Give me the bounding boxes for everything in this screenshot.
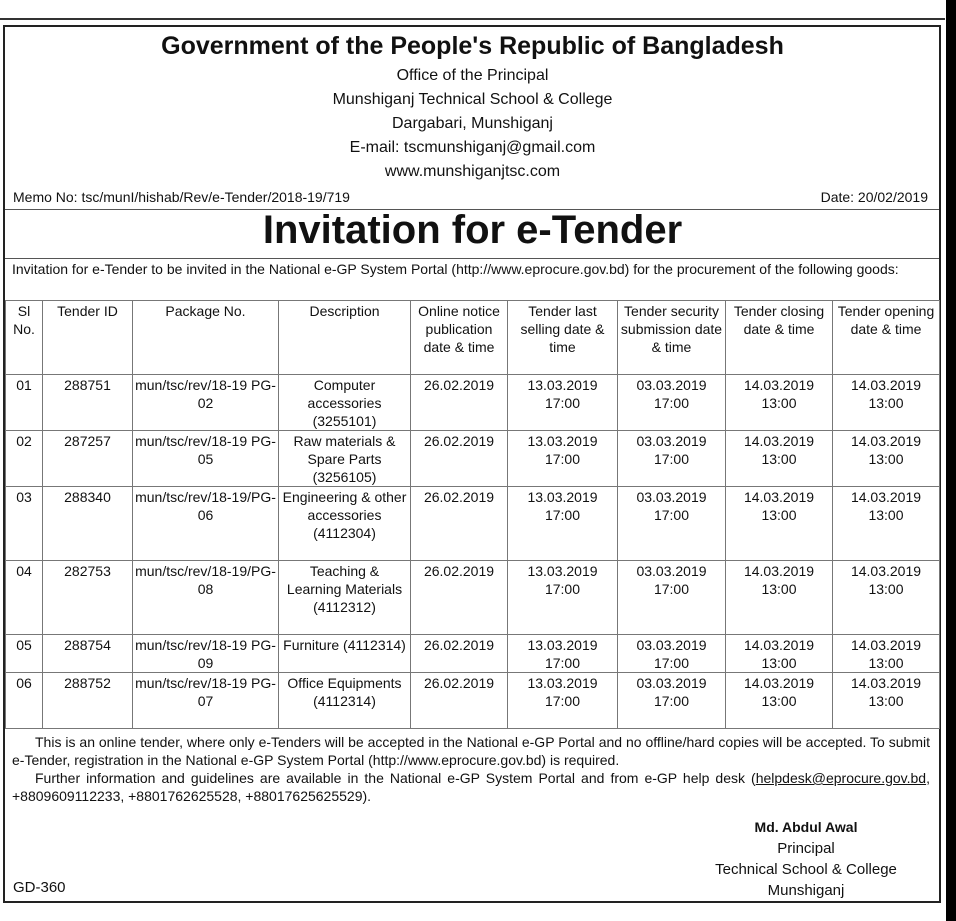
- cell-closing: 14.03.2019 13:00: [726, 635, 833, 673]
- scan-edge: [946, 0, 956, 921]
- table-header-row: [6, 301, 940, 375]
- footer-code: GD-360: [13, 879, 66, 896]
- cell-selling: 13.03.2019 17:00: [508, 635, 618, 673]
- cell-opening: 14.03.2019 13:00: [833, 561, 940, 635]
- column-header: Tender opening date & time: [833, 301, 940, 375]
- email-line: E-mail: tscmunshiganj@gmail.com: [349, 139, 596, 156]
- cell-sl: 03: [6, 487, 43, 561]
- cell-selling: 13.03.2019 17:00: [508, 673, 618, 729]
- cell-publication: 26.02.2019: [411, 673, 508, 729]
- cell-opening: 14.03.2019 13:00: [833, 375, 940, 431]
- cell-tender-id: 288752: [43, 673, 133, 729]
- government-heading: Government of the People's Republic of Bangladesh: [161, 32, 784, 60]
- column-header: Online notice publication date & time: [411, 301, 508, 375]
- signatory-designation: Principal: [777, 840, 835, 857]
- cell-sl: 04: [6, 561, 43, 635]
- note-further-info-lead: Further information and guidelines are available in the National e-GP System Portal and from e-GP help desk (: [35, 770, 756, 786]
- table-row: [6, 487, 940, 561]
- cell-tender-id: 288751: [43, 375, 133, 431]
- table-row: [6, 635, 940, 673]
- cell-security: 03.03.2019 17:00: [618, 431, 726, 487]
- cell-package: mun/tsc/rev/18-19 PG-07: [133, 673, 279, 729]
- memo-date: Date: 20/02/2019: [820, 189, 928, 205]
- cell-sl: 01: [6, 375, 43, 431]
- cell-selling: 13.03.2019 17:00: [508, 487, 618, 561]
- cell-description: Raw materials & Spare Parts (3256105): [279, 431, 411, 487]
- table-row: [6, 375, 940, 431]
- cell-selling: 13.03.2019 17:00: [508, 561, 618, 635]
- cell-description: Teaching & Learning Materials (4112312): [279, 561, 411, 635]
- cell-opening: 14.03.2019 13:00: [833, 487, 940, 561]
- cell-package: mun/tsc/rev/18-19/PG-06: [133, 487, 279, 561]
- cell-tender-id: 282753: [43, 561, 133, 635]
- address-line: Dargabari, Munshiganj: [392, 115, 553, 132]
- cell-tender-id: 288340: [43, 487, 133, 561]
- cell-opening: 14.03.2019 13:00: [833, 431, 940, 487]
- cell-description: Computer accessories (3255101): [279, 375, 411, 431]
- cell-closing: 14.03.2019 13:00: [726, 673, 833, 729]
- top-border-line: [0, 18, 945, 20]
- cell-description: Office Equipments (4112314): [279, 673, 411, 729]
- cell-sl: 06: [6, 673, 43, 729]
- table-row: [6, 561, 940, 635]
- cell-security: 03.03.2019 17:00: [618, 561, 726, 635]
- cell-closing: 14.03.2019 13:00: [726, 431, 833, 487]
- table-row: [6, 431, 940, 487]
- cell-package: mun/tsc/rev/18-19/PG-08: [133, 561, 279, 635]
- note-further-info: [12, 769, 930, 805]
- cell-sl: 05: [6, 635, 43, 673]
- website-line: www.munshiganjtsc.com: [384, 163, 561, 180]
- cell-publication: 26.02.2019: [411, 635, 508, 673]
- cell-package: mun/tsc/rev/18-19 PG-05: [133, 431, 279, 487]
- helpdesk-email-link[interactable]: helpdesk@eprocure.gov.bd: [755, 770, 927, 786]
- signature-block: [690, 817, 922, 901]
- intro-text: Invitation for e-Tender to be invited in the National e-GP System Portal (http://www.eprocure.gov.bd) for the procurement of the following goods:: [12, 261, 899, 277]
- cell-security: 03.03.2019 17:00: [618, 487, 726, 561]
- column-header: Sl No.: [6, 301, 43, 375]
- cell-security: 03.03.2019 17:00: [618, 673, 726, 729]
- cell-description: Furniture (4112314): [279, 635, 411, 673]
- office-line: Office of the Principal: [396, 67, 549, 84]
- note-further-info-tail: , +8809609112233, +8801762625528, +88017625625529).: [12, 770, 930, 804]
- cell-package: mun/tsc/rev/18-19 PG-02: [133, 375, 279, 431]
- cell-closing: 14.03.2019 13:00: [726, 487, 833, 561]
- cell-opening: 14.03.2019 13:00: [833, 635, 940, 673]
- cell-publication: 26.02.2019: [411, 487, 508, 561]
- column-header: Tender closing date & time: [726, 301, 833, 375]
- column-header: Tender security submission date & time: [618, 301, 726, 375]
- cell-publication: 26.02.2019: [411, 375, 508, 431]
- cell-opening: 14.03.2019 13:00: [833, 673, 940, 729]
- memo-number: Memo No: tsc/munI/hishab/Rev/e-Tender/2018-19/719: [13, 189, 350, 205]
- cell-publication: 26.02.2019: [411, 431, 508, 487]
- signatory-name: Md. Abdul Awal: [754, 819, 858, 835]
- cell-publication: 26.02.2019: [411, 561, 508, 635]
- cell-closing: 14.03.2019 13:00: [726, 375, 833, 431]
- column-header: Tender last selling date & time: [508, 301, 618, 375]
- column-header: Description: [279, 301, 411, 375]
- cell-package: mun/tsc/rev/18-19 PG-09: [133, 635, 279, 673]
- cell-tender-id: 287257: [43, 431, 133, 487]
- cell-closing: 14.03.2019 13:00: [726, 561, 833, 635]
- table-row: [6, 673, 940, 729]
- cell-selling: 13.03.2019 17:00: [508, 431, 618, 487]
- cell-selling: 13.03.2019 17:00: [508, 375, 618, 431]
- cell-security: 03.03.2019 17:00: [618, 375, 726, 431]
- signatory-place: Munshiganj: [767, 882, 845, 899]
- divider-title: [5, 258, 939, 259]
- signatory-institution: Technical School & College: [715, 861, 897, 878]
- cell-description: Engineering & other accessories (4112304): [279, 487, 411, 561]
- notes-section: [12, 733, 930, 805]
- cell-sl: 02: [6, 431, 43, 487]
- note-online-tender: This is an online tender, where only e-Tenders will be accepted in the National e-GP Portal and no offline/hard copies will be accepted. To submit e-Tender, registration in the National e-GP System Portal (http://www.eprocure.gov.bd) is required.: [12, 734, 930, 768]
- tender-table: [5, 300, 940, 729]
- cell-tender-id: 288754: [43, 635, 133, 673]
- institution-line: Munshiganj Technical School & College: [332, 91, 613, 108]
- page-title: Invitation for e-Tender: [262, 208, 683, 252]
- cell-security: 03.03.2019 17:00: [618, 635, 726, 673]
- column-header: Tender ID: [43, 301, 133, 375]
- column-header: Package No.: [133, 301, 279, 375]
